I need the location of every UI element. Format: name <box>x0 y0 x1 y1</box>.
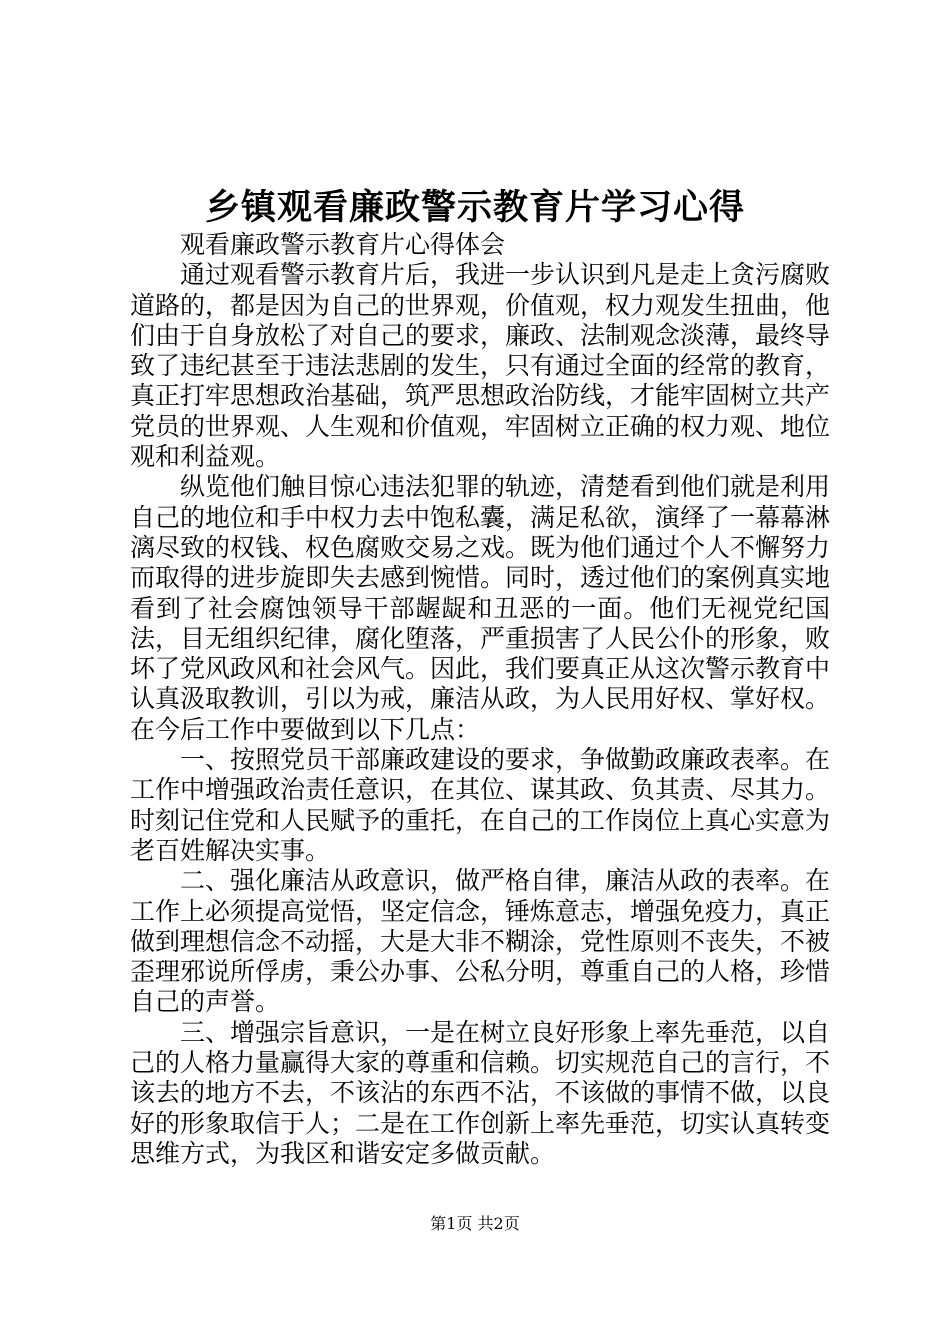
paragraph-point-2: 二、强化廉洁从政意识，做严格自律，廉洁从政的表率。在工作上必须提高觉悟，坚定信念，锤炼意志，增强免疫力，真正做到理想信念不动摇，大是大非不糊涂，党性原则不丧失，不被歪理邪说所俘虏，秉公办事、公私分明，尊重自己的人格，珍惜自己的声誉。 <box>130 866 831 1017</box>
document-title: 乡镇观看廉政警示教育片学习心得 <box>204 187 745 228</box>
page-footer: 第1页 共2页 <box>430 1214 520 1233</box>
paragraph-point-1: 一、按照党员干部廉政建设的要求，争做勤政廉政表率。在工作中增强政治责任意识，在其位、谋其政、负其责、尽其力。时刻记住党和人民赋予的重托，在自己的工作岗位上真心实意为老百姓解决实事。 <box>130 745 831 865</box>
paragraph-point-3: 三、增强宗旨意识，一是在树立良好形象上率先垂范，以自己的人格力量赢得大家的尊重和信赖。切实规范自己的言行，不该去的地方不去，不该沾的东西不沾，不该做的事情不做，以良好的形象取信于人；二是在工作创新上率先垂范，切实认真转变思维方式，为我区和谐安定多做贡献。 <box>130 1017 831 1168</box>
paragraph-1: 通过观看警示教育片后，我进一步认识到凡是走上贪污腐败道路的，都是因为自己的世界观，价值观，权力观发生扭曲，他们由于自身放松了对自己的要求，廉政、法制观念淡薄，最终导致了违纪甚至于违法悲剧的发生，只有通过全面的经常的教育，真正打牢思想政治基础，筑严思想政治防线，才能牢固树立共产党员的世界观、人生观和价值观，牢固树立正确的权力观、地位观和利益观。 <box>130 260 831 472</box>
document-body <box>130 230 830 1169</box>
paragraph-2: 纵览他们触目惊心违法犯罪的轨迹，清楚看到他们就是利用自己的地位和手中权力去中饱私囊，满足私欲，演绎了一幕幕淋漓尽致的权钱、权色腐败交易之戏。既为他们通过个人不懈努力而取得的进步旋即失去感到惋惜。同时，透过他们的案例真实地看到了社会腐蚀领导干部龌龊和丑恶的一面。他们无视党纪国法，目无组织纪律，腐化堕落，严重损害了人民公仆的形象，败坏了党风政风和社会风气。因此，我们要真正从这次警示教育中认真汲取教训，引以为戒，廉洁从政，为人民用好权、掌好权。在今后工作中要做到以下几点： <box>130 472 831 744</box>
document-subtitle: 观看廉政警示教育片心得体会 <box>180 230 506 259</box>
